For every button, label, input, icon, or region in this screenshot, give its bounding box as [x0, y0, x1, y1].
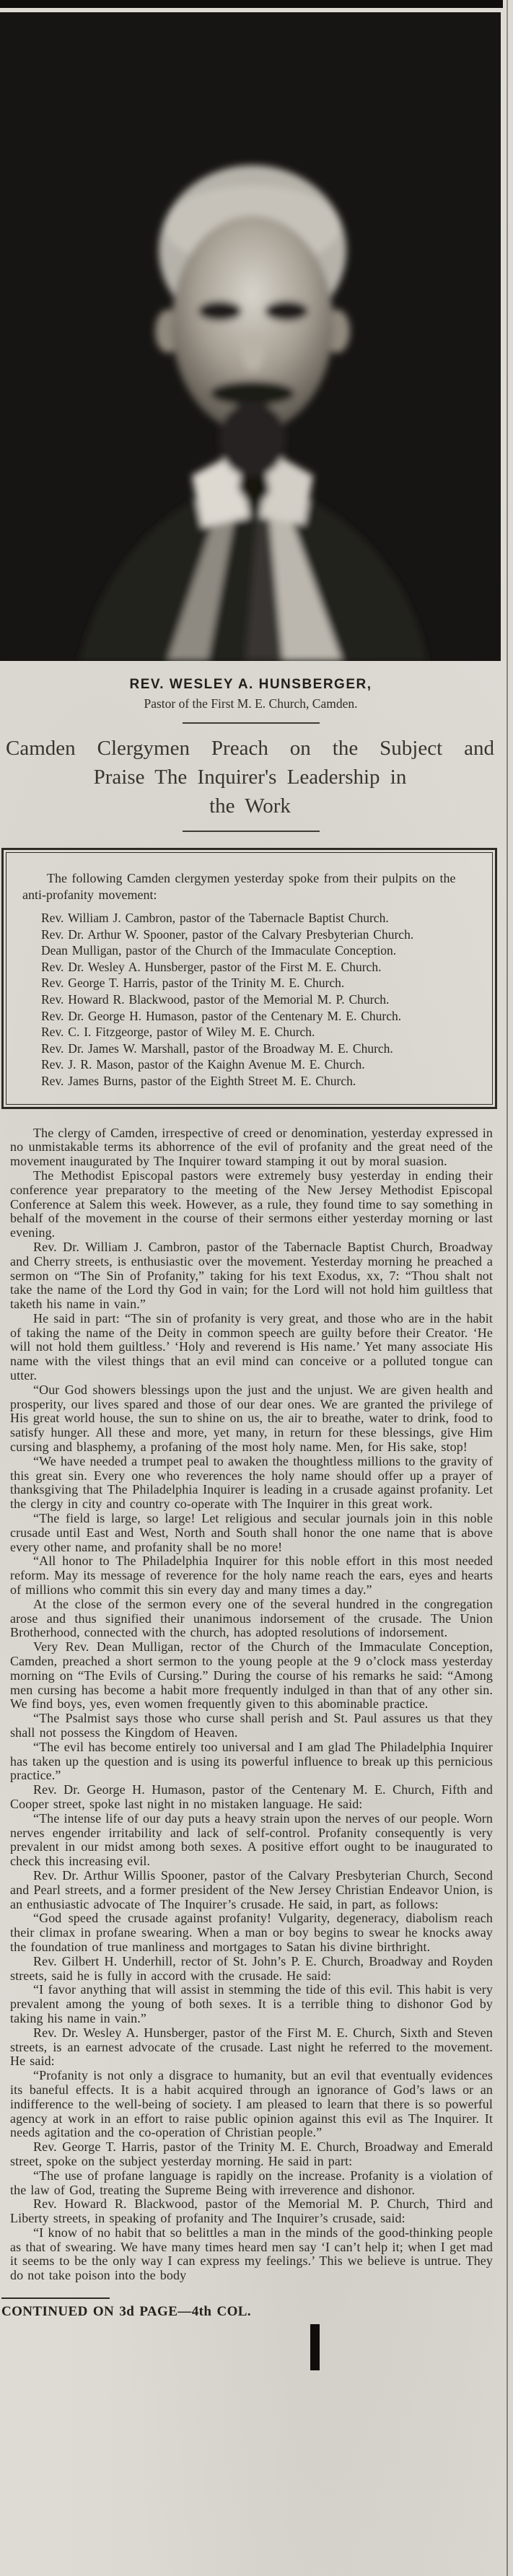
- article-paragraph: “The field is large, so large! Let religious and secular journals join in this noble crusade until East and West, North and South shall honor the one name that is above every other name, and profanity shall be no more!: [10, 1511, 493, 1554]
- clergy-list-item: Rev. William J. Cambron, pastor of the Tabernacle Baptist Church.: [41, 911, 389, 925]
- section-divider: [183, 831, 320, 832]
- article-paragraph: Rev. Dr. Wesley A. Hunsberger, pastor of the First M. E. Church, Sixth and Steven streets, is an earnest advocate of the crusade. Last night he referred to the movement. He said:: [10, 2025, 493, 2069]
- article-paragraph: Very Rev. Dean Mulligan, rector of the Church of the Immaculate Conception, Camden, preached a short sermon to the young people at the 9 o’clock mass yesterday morning on “The Evils of Cursing.” During the course of his remarks he said: “Among men cursing has become a habit more frequently indulged in than that of any other sin. We find boys, yes, even women frequently given to this abominable practice.: [10, 1639, 493, 1712]
- clergy-list-item: Rev. C. I. Fitzgeorge, pastor of Wiley M. E. Church.: [41, 1025, 315, 1040]
- top-rule-bar: [0, 0, 503, 8]
- photo-caption-role: Pastor of the First M. E. Church, Camden.: [144, 696, 358, 711]
- halftone-portrait-image: [0, 12, 501, 661]
- clergy-list-item: Rev. James Burns, pastor of the Eighth Street M. E. Church.: [41, 1073, 356, 1088]
- clergy-list-item: Rev. Dr. George H. Humason, pastor of the Centenary M. E. Church.: [41, 1008, 402, 1023]
- article-paragraph: Rev. Dr. George H. Humason, pastor of the Centenary M. E. Church, Fifth and Cooper street, spoke last night in no mistaken language. He said:: [10, 1782, 493, 1811]
- article-paragraph: “I favor anything that will assist in stemming the tide of this evil. This habit is very prevalent among the young of both sexes. It is a terrible thing to dishonor God by taking his name in vain.”: [10, 1982, 493, 2025]
- article-paragraph: The clergy of Camden, irrespective of creed or denomination, yesterday expressed in no unmistakable terms its abhorrence of the evil of profanity and the great need of the movement inaugurated by The Inquirer toward stamping it out by moral suasion.: [10, 1125, 493, 1169]
- article-paragraph: “The evil has become entirely too universal and I am glad The Philadelphia Inquirer has taken up the question and is using its powerful influence to break up this pernicious practice.”: [10, 1739, 493, 1783]
- clergy-summary-box-inner: [6, 852, 493, 1105]
- clergy-summary-box: [1, 848, 497, 1109]
- article-paragraph: Rev. Dr. William J. Cambron, pastor of the Tabernacle Baptist Church, Broadway and Cherry streets, is enthusiastic over the movement. Yesterday morning he preached a sermon on “The Sin of Profanity,” taking for his text Exodus, xx, 7: “Thou shalt not take the name of the Lord thy God in vain; for the Lord will not hold him guiltless that taketh his name in vain.”: [10, 1239, 493, 1312]
- article-paragraph: “I know of no habit that so belittles a man in the minds of the good-thinking people as that of swearing. We have many times heard men say ‘I can’t help it; when I get mad it seems to be the only way I can express my feelings.’ This we believe is untrue. They do not take poison into the body: [10, 2225, 493, 2283]
- article-body: [10, 1126, 493, 2284]
- clergy-list-item: Dean Mulligan, pastor of the Church of the Immaculate Conception.: [41, 943, 397, 958]
- article-paragraph: “God speed the crusade against profanity! Vulgarity, degeneracy, diabolism reach their climax in profane swearing. When a man or boy begins to swear he knocks away the foundation of true manliness and mortgages to Satan his divine birthright.: [10, 1911, 493, 1954]
- footer: [1, 2297, 501, 2370]
- article-paragraph: He said in part: “The sin of profanity is very great, and those who are in the habit of taking the name of the Deity in common speech are guilty before their Creator. ‘He will not hold them guiltless.’ ‘Holy and reverend is His name.’ Yet many associate His name with the vilest things that an evil mind can conceive or a polluted tongue can utter.: [10, 1310, 493, 1383]
- article-paragraph: “The use of profane language is rapidly on the increase. Profanity is a violation of the law of God, treating the Supreme Being with irreverence and dishonor.: [10, 2168, 493, 2197]
- article-paragraph: Rev. George T. Harris, pastor of the Trinity M. E. Church, Broadway and Emerald street, spoke on the subject yesterday morning. He said in part:: [10, 2139, 493, 2168]
- article-column: [0, 661, 501, 2370]
- ink-smudge-mark: [310, 2324, 320, 2370]
- headline: [6, 734, 494, 820]
- article-paragraph: Rev. Gilbert H. Underhill, rector of St. John’s P. E. Church, Broadway and Royden streets, said he is fully in accord with the crusade. He said:: [10, 1953, 493, 1983]
- footer-rule: [1, 2297, 110, 2299]
- clergy-list-item: Rev. Dr. James W. Marshall, pastor of the Broadway M. E. Church.: [41, 1041, 393, 1056]
- portrait-photo: [0, 12, 501, 661]
- continued-notice: CONTINUED ON 3d PAGE—4th COL.: [1, 2304, 251, 2320]
- clergy-list-item: Rev. J. R. Mason, pastor of the Kaighn Avenue M. E. Church.: [41, 1057, 365, 1072]
- article-paragraph: At the close of the sermon every one of the several hundred in the congregation arose and thus signified their unanimous indorsement of the crusade. The Union Brotherhood, connected with the church, has adopted resolutions of indorsement.: [10, 1596, 493, 1640]
- section-divider: [183, 722, 320, 724]
- article-paragraph: “Our God showers blessings upon the just and the unjust. We are given health and prosperity, our lives spared and those of our dear ones. We are granted the privilege of His great world house, the sun to shine on us, the air to breathe, water to drink, food to satisfy hunger. All these and more, yet many, in return for these blessings, give Him cursing and blasphemy, a profaning of the most holy name. Men, for His sake, stop!: [10, 1382, 493, 1455]
- article-paragraph: Rev. Howard R. Blackwood, pastor of the Memorial M. P. Church, Third and Liberty streets, in speaking of profanity and The Inquirer’s crusade, said:: [10, 2196, 493, 2226]
- article-paragraph: “Profanity is not only a disgrace to humanity, but an evil that eventually evidences its baneful effects. It is a habit acquired through an ignorance of God’s laws or an indifference to the well-being of society. I am pleased to learn that there is so powerful agency at work in an effort to raise public opinion against this evil as The Inquirer. It needs agitation and the co-operation of Christian people.”: [10, 2068, 493, 2140]
- column-rule: [507, 0, 508, 2576]
- headline-line: Praise The Inquirer's Leadership in: [93, 766, 407, 789]
- clergy-list-item: Rev. Howard R. Blackwood, pastor of the Memorial M. P. Church.: [41, 991, 390, 1007]
- article-paragraph: “All honor to The Philadelphia Inquirer for this noble effort in this most needed reform. May its message of reverence for the holy name reach the ears, eyes and hearts of millions who commit this sin every day and many times a day.”: [10, 1554, 493, 1598]
- headline-line: Camden Clergymen Preach on the Subject and: [6, 737, 494, 760]
- clergy-list-item: Rev. George T. Harris, pastor of the Trinity M. E. Church.: [41, 976, 345, 991]
- clergy-list-item: Rev. Dr. Wesley A. Hunsberger, pastor of the First M. E. Church.: [41, 959, 382, 974]
- article-paragraph: “We have needed a trumpet peal to awaken the thoughtless millions to the gravity of this great sin. Every one who reverences the holy name should offer up a prayer of thanksgiving that The Philadelphia Inquirer is leading in a crusade against profanity. Let the clergy in city and country co-operate with The Inquirer in this great work.: [10, 1453, 493, 1512]
- box-intro-text: The following Camden clergymen yesterday spoke from their pulpits on the anti-profanity movement:: [22, 871, 456, 902]
- article-paragraph: “The intense life of our day puts a heavy strain upon the nerves of our people. Worn nerves engender irritability and lack of self-control. Profanity consequently is very prevalent in our midst among both sexes. A positive effort ought to be inaugurated to check this increasing evil.: [10, 1810, 493, 1869]
- clergy-list: [22, 910, 478, 1090]
- article-paragraph: “The Psalmist says those who curse shall perish and St. Paul assures us that they shall not possess the Kingdom of Heaven.: [10, 1711, 493, 1740]
- clergy-list-item: Rev. Dr. Arthur W. Spooner, pastor of the Calvary Presbyterian Church.: [41, 926, 414, 942]
- headline-line: the Work: [209, 794, 291, 818]
- article-paragraph: Rev. Dr. Arthur Willis Spooner, pastor of the Calvary Presbyterian Church, Second and Pearl streets, and a former president of the New Jersey Christian Endeavor Union, is an enthusiastic advocate of The Inquirer’s crusade. He said, in part, as follows:: [10, 1867, 493, 1911]
- article-paragraph: The Methodist Episcopal pastors were extremely busy yesterday in ending their conference year preparatory to the meeting of the New Jersey Methodist Episcopal Conference at Salem this week. However, as a rule, they found time to say something in behalf of the movement in the course of their sermons either yesterday morning or last evening.: [10, 1167, 493, 1240]
- photo-caption-name: REV. WESLEY A. HUNSBERGER,: [129, 677, 372, 692]
